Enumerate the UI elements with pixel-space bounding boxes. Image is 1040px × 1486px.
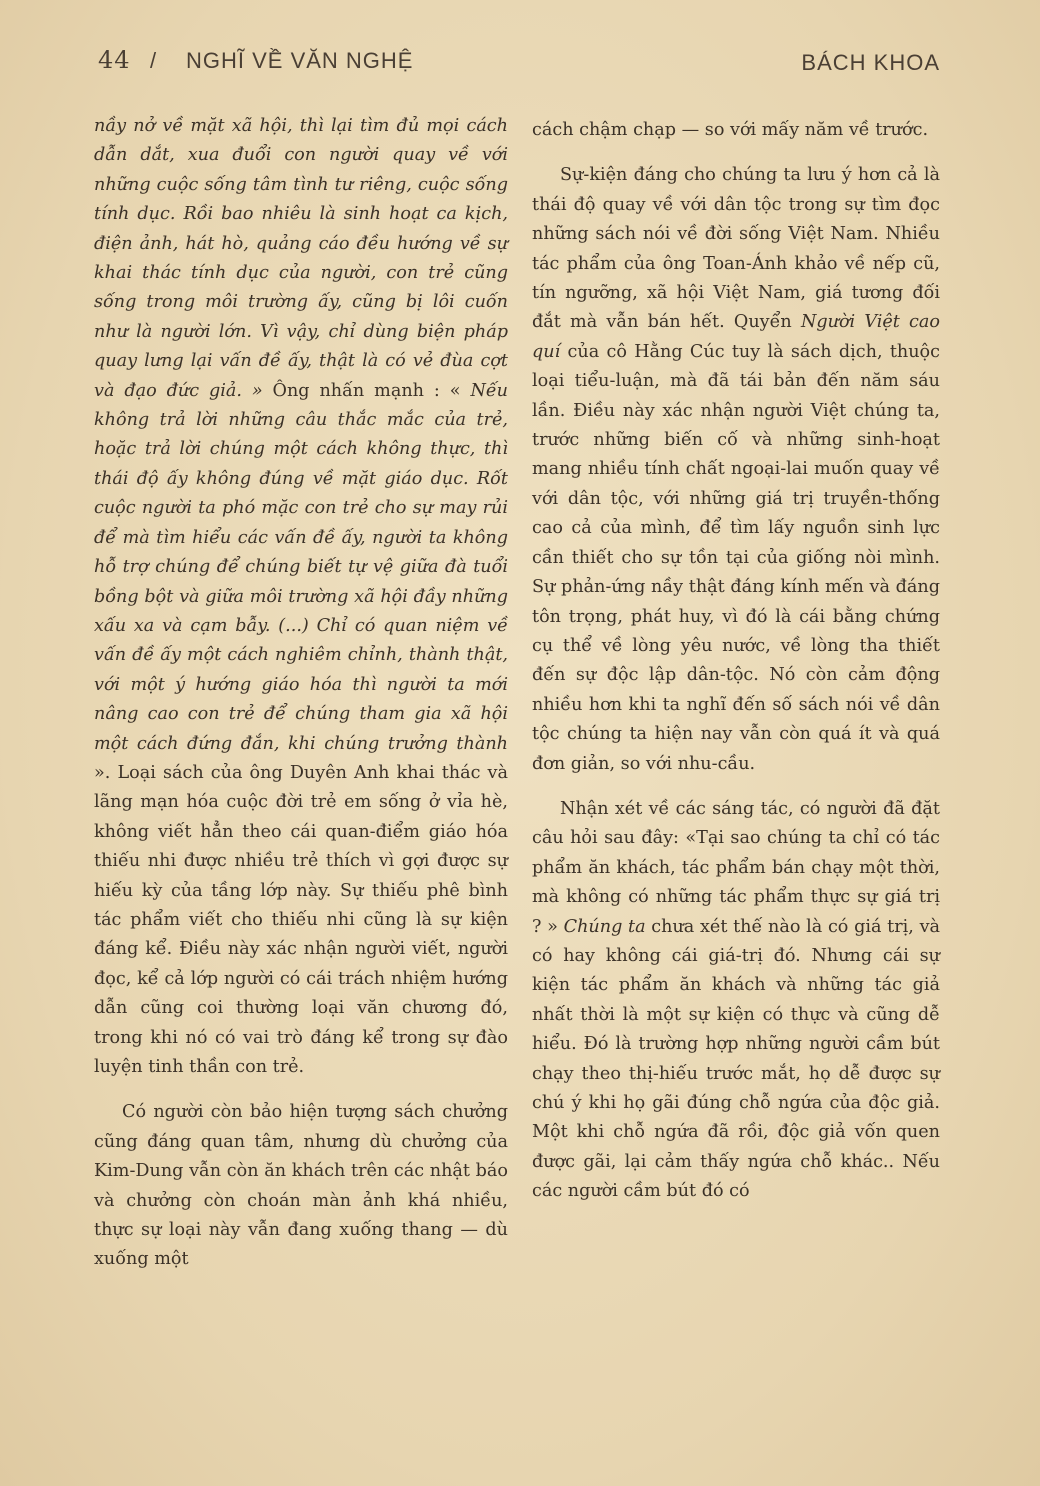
italic-quote-2: Nếu không trả lời những câu thắc mắc của trẻ, hoặc trả lời chúng một cách không thực, thì thái độ ấy không đúng về mặt giáo dục. Rốt cuộc người ta phó mặc con trẻ cho sự may rủi để mà tìm hiểu các vấn đề ấy, người ta không hỗ trợ chúng để chúng biết tự vệ giữa đà tuổi bồng bột và giữa môi trường xã hội đầy những xấu xa và cạm bẫy. (...) Chỉ có quan niệm về vấn đề ấy một cách nghiêm chỉnh, thành thật, với một ý hướng giáo hóa thì người ta mới nâng cao con trẻ để chúng tham gia xã hội một cách đứng đắn, khi chúng trưởng thành	[94, 380, 509, 754]
italic-phrase: Chúng ta	[563, 916, 646, 937]
left-paragraph-2: Có người còn bảo hiện tượng sách chưởng cũng đáng quan tâm, nhưng dù chưởng của Kim-Dung vẫn còn ăn khách trên các nhật báo và chưởng còn choán màn ảnh khá nhiều, thực sự loại này vẫn đang xuống thang — dù xuống một	[94, 1102, 508, 1270]
magazine-name: BÁCH KHOA	[801, 50, 940, 75]
paragraph-3-before: Nhận xét về các sáng tác, có người đã đặt câu hỏi sau đây: «Tại sao chúng ta chỉ có tác phẩm ăn khách, tác phẩm bán chạy một thời, mà không có những tác phẩm thực sự giá trị ? »	[532, 798, 940, 937]
page-number: 44	[98, 46, 131, 74]
right-paragraph-3	[532, 795, 940, 1207]
right-column	[532, 116, 940, 1406]
italic-quote: nầy nở về mặt xã hội, thì lại tìm đủ mọi cách dẫn dắt, xua đuổi con người quay về với những cuộc sống tâm tình tư riêng, cuộc sống tính dục. Rồi bao nhiêu là sinh hoạt ca kịch, điện ảnh, hát hò, quảng cáo đều hướng về sự khai thác tính dục của người, con trẻ cũng sống trong môi trường ấy, cũng bị lôi cuốn như là người lớn. Vì vậy, chỉ dùng biện pháp quay lưng lại vấn đề ấy, thật là có vẻ đùa cợt và đạo đức giả. »	[94, 116, 508, 401]
left-column	[94, 112, 508, 1406]
after-quote-text: ». Loại sách của ông Duyên Anh khai thác và lãng mạn hóa cuộc đời trẻ em sống ở vỉa hè, không viết hẳn theo cái quan-điểm giáo hóa thiếu nhi được nhiều trẻ thích vì gợi được sự hiếu kỳ của tầng lớp này. Sự thiếu phê bình tác phẩm viết cho thiếu nhi cũng là sự kiện đáng kể. Điều này xác nhận người viết, người đọc, kể cả lớp người có cái trách nhiệm hướng dẫn cũng coi thường loại văn chương đó, trong khi nó có vai trò đáng kể trong sự đào luyện tinh thần con trẻ.	[94, 762, 508, 1077]
right-paragraph-1: cách chậm chạp — so với mấy năm về trước.	[532, 120, 929, 140]
right-paragraph-2	[532, 161, 940, 779]
left-paragraph-1	[94, 112, 508, 1082]
page-header	[98, 46, 940, 86]
paragraph-2-before: Sự-kiện đáng cho chúng ta lưu ý hơn cả là thái độ quay về với dân tộc trong sự tìm đọc những sách nói về đời sống Việt Nam. Nhiều tác phẩm của ông Toan-Ánh khảo về nếp cũ, tín ngưỡng, xã hội Việt Nam, giá tương đối đắt mà vẫn bán hết. Quyển	[532, 165, 940, 333]
header-separator: /	[150, 48, 158, 73]
section-title: NGHĨ VỀ VĂN NGHỆ	[186, 48, 414, 73]
paragraph-3-after: chưa xét thế nào là có giá trị, và có hay không cái giá-trị đó. Nhưng cái sự kiện tác phẩm ăn khách và những tác giả nhất thời là một sự kiện có thực và cũng dễ hiểu. Đó là trường hợp những người cầm bút chạy theo thị-hiếu trước mắt, họ dễ được sự chú ý khi họ gãi đúng chỗ ngứa của độc giả. Một khi chỗ ngứa đã rồi, độc giả vốn quen được gãi, lại cảm thấy ngứa chỗ khác.. Nếu các người cầm bút đó có	[532, 916, 941, 1202]
book-title: Người Việt cao quí	[532, 312, 940, 362]
paragraph-2-after: của cô Hằng Cúc tuy là sách dịch, thuộc loại tiểu-luận, mà đã tái bản đến năm sáu lần. Điều này xác nhận người Việt chúng ta, trước những biến cố và những sinh-hoạt mang nhiều tính chất ngoại-lai muốn quay về với dân tộc, với những giá trị truyền-thống cao cả của mình, để tìm lấy nguồn sinh lực cần thiết cho sự tồn tại của giống nòi mình. Sự phản-ứng nầy thật đáng kính mến và đáng tôn trọng, phát huy, vì đó là cái bằng chứng cụ thể về lòng yêu nước, về lòng tha thiết đến sự độc lập dân-tộc. Nó còn cảm động nhiều hơn khi ta nghĩ đến số sách nói về dân tộc chúng ta hiện nay vẫn còn quá ít và quá đơn giản, so với nhu-cầu.	[532, 341, 940, 774]
lead-in-text: Ông nhấn mạnh : «	[262, 380, 471, 401]
